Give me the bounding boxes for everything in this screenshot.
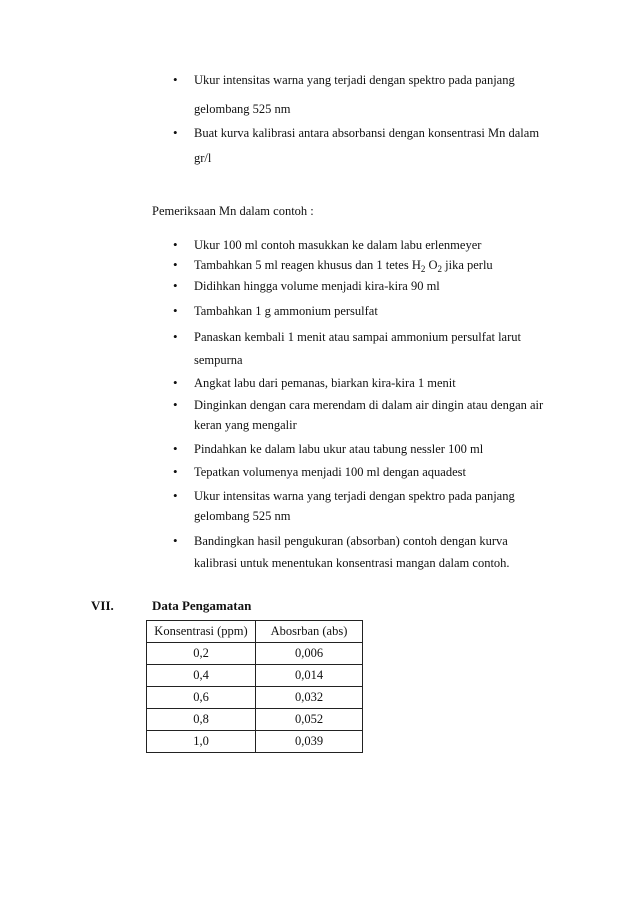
step-text-mid: O — [425, 258, 438, 272]
bullet-icon: • — [173, 464, 178, 479]
step-item: Panaskan kembali 1 menit atau sampai ammonium persulfat larut — [194, 330, 521, 344]
table-header-cell: Konsentrasi (ppm) — [147, 621, 256, 643]
step-item: Tepatkan volumenya menjadi 100 ml dengan aquadest — [194, 465, 466, 479]
bullet-icon: • — [173, 488, 178, 503]
bullet-icon: • — [173, 441, 178, 456]
step-item: Angkat labu dari pemanas, biarkan kira-kira 1 menit — [194, 376, 456, 390]
bullet-icon: • — [173, 257, 178, 272]
table-cell: 0,014 — [256, 665, 363, 687]
bullet-icon: • — [173, 237, 178, 252]
step-text-pre: Tambahkan 5 ml reagen khusus dan 1 tetes H — [194, 258, 421, 272]
procedure-heading: Pemeriksaan Mn dalam contoh : — [152, 204, 314, 218]
table-cell: 0,2 — [147, 643, 256, 665]
subscript: 2 — [437, 264, 442, 274]
list-item: Buat kurva kalibrasi antara absorbansi dengan konsentrasi Mn dalam — [194, 126, 540, 140]
section-title: Data Pengamatan — [152, 598, 252, 613]
step-item: Dinginkan dengan cara merendam di dalam air dingin atau dengan air — [194, 398, 544, 412]
bullet-icon: • — [173, 125, 178, 140]
bullet-icon: • — [173, 72, 178, 87]
list-item-continuation: gr/l — [194, 151, 212, 165]
section-number: VII. — [91, 598, 114, 613]
step-item: Bandingkan hasil pengukuran (absorban) contoh dengan kurva — [194, 534, 508, 548]
table-row — [147, 643, 363, 665]
table-row — [147, 687, 363, 709]
step-item-continuation: gelombang 525 nm — [194, 509, 291, 523]
table-cell: 0,006 — [256, 643, 363, 665]
bullet-icon: • — [173, 329, 178, 344]
step-item-continuation: kalibrasi untuk menentukan konsentrasi mangan dalam contoh. — [194, 556, 510, 570]
list-item-continuation: gelombang 525 nm — [194, 102, 291, 116]
step-item: Tambahkan 1 g ammonium persulfat — [194, 304, 378, 318]
table-row — [147, 665, 363, 687]
table-cell: 0,039 — [256, 731, 363, 753]
table-cell: 0,6 — [147, 687, 256, 709]
subscript: 2 — [420, 264, 426, 274]
step-item-continuation: sempurna — [194, 353, 243, 367]
step-item: Ukur intensitas warna yang terjadi dengan spektro pada panjang — [194, 489, 515, 503]
bullet-icon: • — [173, 303, 178, 318]
step-item — [194, 258, 493, 273]
bullet-icon: • — [173, 397, 178, 412]
table-cell: 0,4 — [147, 665, 256, 687]
list-item: Ukur intensitas warna yang terjadi dengan spektro pada panjang — [194, 73, 515, 87]
step-item: Ukur 100 ml contoh masukkan ke dalam labu erlenmeyer — [194, 238, 482, 252]
bullet-icon: • — [173, 375, 178, 390]
step-text-post: jika perlu — [442, 258, 493, 272]
table-row — [147, 731, 363, 753]
step-item: Pindahkan ke dalam labu ukur atau tabung nessler 100 ml — [194, 442, 484, 456]
table-row — [147, 709, 363, 731]
table-header-cell: Abosrban (abs) — [256, 621, 363, 643]
bullet-icon: • — [173, 533, 178, 548]
table-cell: 1,0 — [147, 731, 256, 753]
table-cell: 0,032 — [256, 687, 363, 709]
table-cell: 0,8 — [147, 709, 256, 731]
observation-table — [146, 620, 363, 753]
step-item-continuation: keran yang mengalir — [194, 418, 297, 432]
step-item: Didihkan hingga volume menjadi kira-kira 90 ml — [194, 279, 440, 293]
table-header-row — [147, 621, 363, 643]
bullet-icon: • — [173, 278, 178, 293]
table-cell: 0,052 — [256, 709, 363, 731]
